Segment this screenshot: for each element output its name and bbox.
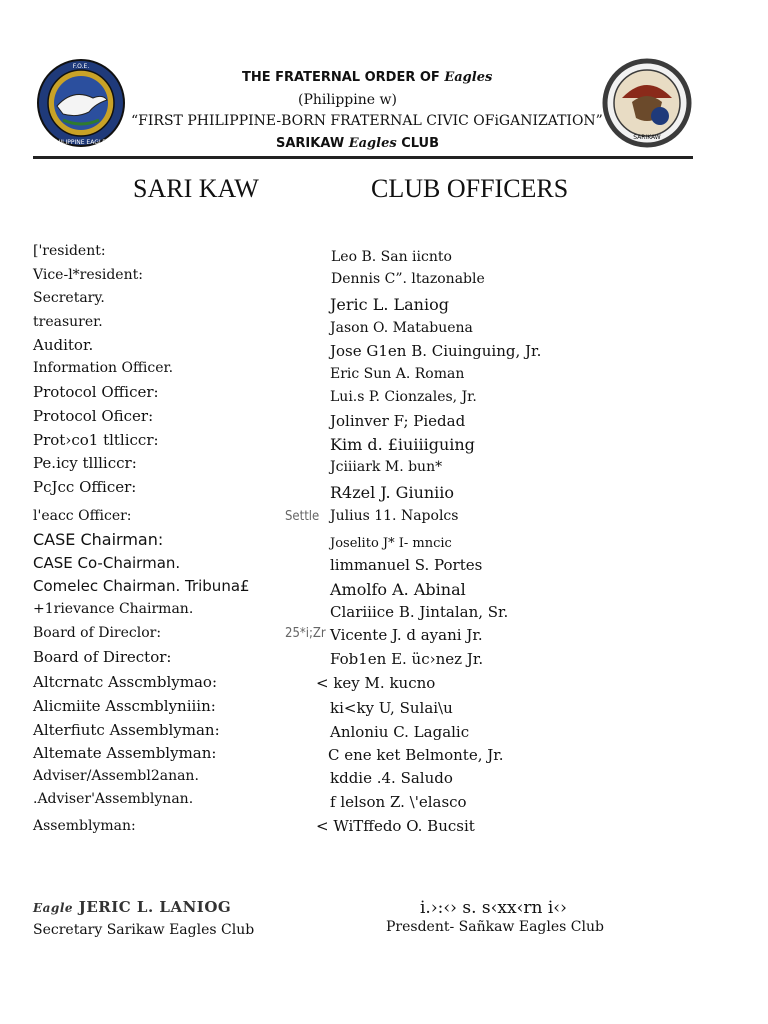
officer-name: kddie .4. Saludo [330, 769, 453, 787]
stray-annotation: Settle [285, 509, 320, 524]
officer-position: Prot›co1 tltliccr: [33, 431, 159, 449]
officer-position: Board of Director: [33, 648, 172, 666]
header-club-script: Eagles [348, 136, 397, 151]
officer-position: +1rievance Chairman. [33, 601, 194, 617]
officer-name: Clariiice B. Jintalan, Sr. [330, 603, 509, 621]
officer-position: Secretary. [33, 290, 105, 306]
officer-position: Alterfiutc Assemblyman: [33, 721, 220, 739]
officer-name: Jason O. Matabuena [330, 320, 473, 336]
stray-annotation: 25*i;Zr [285, 626, 326, 641]
officer-position: Auditor. [33, 336, 94, 354]
header-organization-line [242, 70, 492, 85]
president-signature-title: Presdent- Sañkaw Eagles Club [386, 919, 604, 935]
header-organization-prefix: THE FRATERNAL ORDER OF [242, 70, 440, 85]
officer-name: Jciiiark M. bun* [330, 459, 443, 475]
officer-position: Information Officer. [33, 360, 174, 376]
secretary-signature-prefix: Eagle [33, 901, 74, 915]
officer-position: Protocol Oficer: [33, 407, 154, 425]
officer-name: C ene ket Belmonte, Jr. [328, 746, 504, 764]
officer-position: CASE Chairman: [33, 530, 164, 549]
officer-name: Anloniu C. Lagalic [330, 723, 470, 741]
header-philippine-line: (Philippine w) [298, 92, 397, 108]
officer-position: treasurer. [33, 314, 103, 330]
officer-name: Jeric L. Laniog [330, 295, 449, 314]
officer-position: Board of Direclor: [33, 625, 162, 641]
officer-name: ki<ky U, Sulai\u [330, 699, 453, 717]
president-signature-name: i.›:‹› s. s‹xx‹rn i‹› [420, 898, 567, 918]
title-club-name: SARI KAW [133, 174, 259, 203]
officer-position: Vice-l*resident: [33, 267, 143, 283]
header-club-prefix: SARIKAW [276, 136, 345, 151]
header-divider [33, 156, 693, 159]
officer-position: Altcrnatc Asscmblymao: [33, 673, 218, 691]
officer-name: Amolfo A. Abinal [330, 580, 466, 599]
header-motto: “FIRST PHILIPPINE-BORN FRATERNAL CIVIC OFiGANIZATION” [131, 113, 603, 129]
officer-position: Pe.icy tllliccr: [33, 454, 137, 472]
officer-name: Jolinver F; Piedad [330, 412, 466, 430]
officer-name: limmanuel S. Portes [330, 556, 483, 574]
secretary-signature-name [33, 898, 231, 916]
officer-name: < key M. kucno [316, 674, 436, 692]
officer-name: Jose G1en B. Ciuinguing, Jr. [330, 342, 542, 360]
officer-position: l'eacc Officer: [33, 508, 132, 524]
officer-position: .Adviser'Assemblynan. [33, 791, 194, 807]
sarikaw-eagles-club-seal [602, 58, 698, 148]
svg-text:PHILIPPINE EAGLES: PHILIPPINE EAGLES [52, 139, 110, 146]
title-club-officers: CLUB OFFICERS [371, 174, 569, 203]
officer-name: Dennis C”. ltazonable [331, 271, 485, 287]
officer-name: Julius 11. Napolcs [330, 508, 459, 524]
header-club-suffix: CLUB [401, 136, 440, 151]
svg-text:F.O.E.: F.O.E. [72, 63, 90, 70]
officer-name: Joselito J* I- mncic [330, 536, 452, 551]
officer-position: Protocol Officer: [33, 383, 159, 401]
officer-position: PcJcc Officer: [33, 478, 137, 496]
fraternal-order-eagles-seal [33, 58, 129, 148]
officer-position: Altemate Assemblyman: [33, 744, 217, 762]
officer-position: Comelec Chairman. Tribuna£ [33, 577, 250, 595]
officer-name: Leo B. San iicnto [331, 249, 452, 265]
secretary-signature-text: JERIC L. LANIOG [78, 898, 232, 916]
secretary-signature-title: Secretary Sarikaw Eagles Club [33, 922, 255, 938]
header-organization-script: Eagles [444, 70, 493, 85]
officer-name: < WiTffedo O. Bucsit [316, 817, 475, 835]
officer-name: Lui.s P. Cionzales, Jr. [330, 389, 477, 405]
officer-name: Kim d. £iuiiiguing [330, 435, 475, 454]
officer-name: R4zel J. Giuniio [330, 483, 455, 502]
officer-name: Eric Sun A. Roman [330, 366, 465, 382]
officer-position: Alicmiite Asscmblyniiin: [33, 697, 216, 715]
officer-position: ['resident: [33, 243, 106, 259]
officer-name: Fob1en E. üc›nez Jr. [330, 650, 484, 668]
officer-position: Assemblyman: [33, 818, 136, 834]
officer-position: CASE Co-Chairman. [33, 554, 181, 572]
officer-name: f lelson Z. \'elasco [330, 793, 467, 811]
officer-position: Adviser/Assembl2anan. [33, 768, 199, 784]
officer-name: Vicente J. d ayani Jr. [330, 626, 483, 644]
svg-text:SARIKAW: SARIKAW [633, 134, 661, 141]
header-club-line [276, 136, 439, 151]
